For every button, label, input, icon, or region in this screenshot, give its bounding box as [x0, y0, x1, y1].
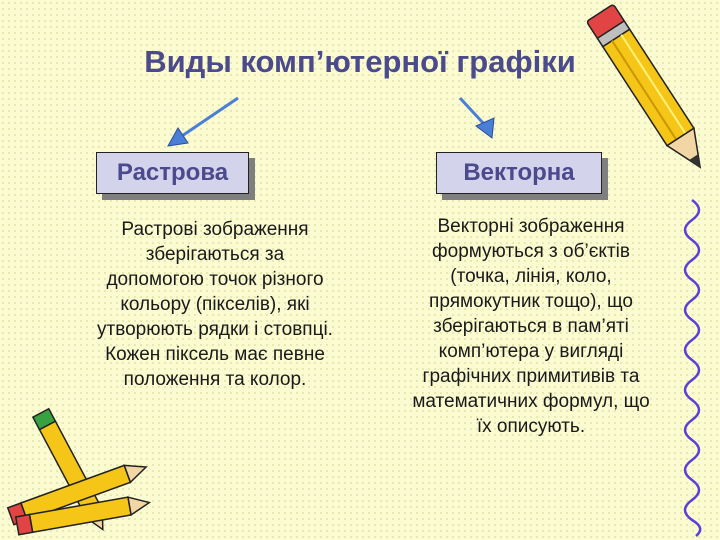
crayons-icon [8, 409, 151, 535]
slide-title: Виды комп’ютерної графіки [144, 44, 576, 79]
vector-description: Векторні зображення формуються з об’єктів (точка, лінія, коло, прямокутник тощо), що зберігаються в пам’яті комп’ютера у вигляді графічних примитивів та математичних формул, що їх описують. [412, 216, 650, 437]
vector-heading-box: Векторна [436, 152, 602, 194]
raster-description: Растрові зображення зберігаються за допомогою точок різного кольору (пікселів), які утворюють рядки і стовпці. Кожен піксель має певне положення та колор. [97, 219, 333, 390]
arrow-down-right-icon [460, 98, 494, 138]
arrow-down-left-icon [168, 98, 238, 146]
pencil-icon [586, 4, 713, 176]
raster-heading-box: Растрова [96, 152, 249, 194]
